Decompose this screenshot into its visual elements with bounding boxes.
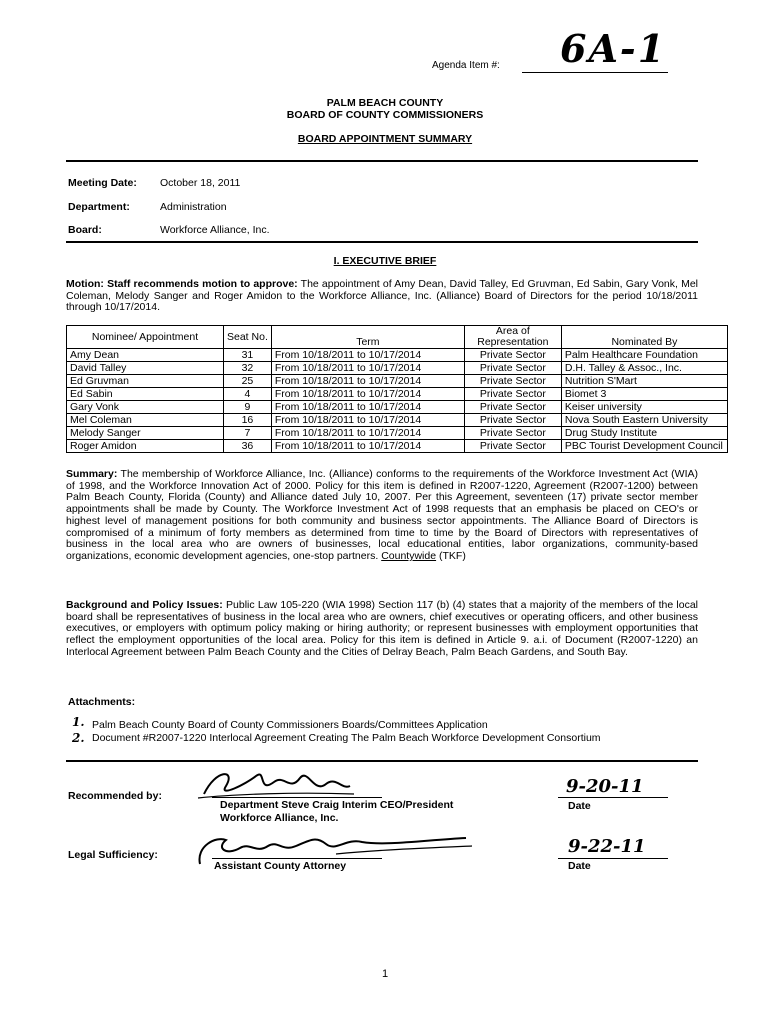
area-text: Private Sector <box>464 349 561 362</box>
nominee-name: Mel Coleman <box>67 414 224 427</box>
meeting-date-label: Meeting Date: <box>68 177 137 189</box>
attachment-2-number: 2. <box>72 731 85 745</box>
header-seat: Seat No. <box>224 326 272 349</box>
department-label: Department: <box>68 201 130 213</box>
nominee-name: David Talley <box>67 362 224 375</box>
area-text: Private Sector <box>464 401 561 414</box>
countywide-tag: Countywide <box>381 549 437 562</box>
table-row <box>67 401 728 414</box>
county-title: PALM BEACH COUNTY <box>326 97 444 109</box>
recommended-date-label: Date <box>568 800 591 812</box>
term-text: From 10/18/2011 to 10/17/2014 <box>271 388 464 401</box>
term-text: From 10/18/2011 to 10/17/2014 <box>271 401 464 414</box>
executive-brief-heading: I. EXECUTIVE BRIEF <box>333 255 437 267</box>
header-divider <box>66 160 698 162</box>
nominated-by-text: PBC Tourist Development Council <box>561 440 727 453</box>
table-row <box>67 388 728 401</box>
attachment-1-number: 1. <box>72 715 85 729</box>
header-area: Area of Representation <box>464 326 561 349</box>
attachment-2-text: Document #R2007-1220 Interlocal Agreement Creating The Palm Beach Workforce Development Consortium <box>92 732 601 744</box>
meta-divider <box>66 241 698 243</box>
term-text: From 10/18/2011 to 10/17/2014 <box>271 362 464 375</box>
seat-number: 25 <box>224 375 272 388</box>
table-row <box>67 362 728 375</box>
area-text: Private Sector <box>464 362 561 375</box>
term-text: From 10/18/2011 to 10/17/2014 <box>271 414 464 427</box>
summary-initials: (TKF) <box>439 549 466 562</box>
nominee-name: Gary Vonk <box>67 401 224 414</box>
recommended-title-2: Workforce Alliance, Inc. <box>220 812 339 824</box>
legal-date-label: Date <box>568 860 591 872</box>
attachments-divider <box>66 760 698 762</box>
table-row <box>67 375 728 388</box>
seat-number: 32 <box>224 362 272 375</box>
legal-title: Assistant County Attorney <box>214 860 347 872</box>
legal-sufficiency-label: Legal Sufficiency: <box>68 849 158 861</box>
agenda-item-number: 6A-1 <box>560 26 667 71</box>
seat-number: 36 <box>224 440 272 453</box>
motion-text: The appointment of Amy Dean, David Talley, Ed Gruvman, Ed Sabin, Gary Vonk, Mel Coleman, Melody Sanger and Roger Amidon to the Workforce Alliance, Inc. (Alliance) Board of Directors for the period 10/18/2011 through 10/17/2014. <box>66 278 699 314</box>
nominated-by-text: D.H. Talley & Assoc., Inc. <box>561 362 727 375</box>
term-text: From 10/18/2011 to 10/17/2014 <box>271 440 464 453</box>
area-text: Private Sector <box>464 427 561 440</box>
summary-paragraph <box>66 469 698 563</box>
nominee-name: Amy Dean <box>67 349 224 362</box>
header-nominated-by: Nominated By <box>561 326 727 349</box>
motion-paragraph <box>66 279 698 314</box>
recommended-signature <box>196 764 356 804</box>
term-text: From 10/18/2011 to 10/17/2014 <box>271 427 464 440</box>
nominated-by-text: Keiser university <box>561 401 727 414</box>
background-label: Background and Policy Issues: <box>66 599 223 611</box>
term-text: From 10/18/2011 to 10/17/2014 <box>271 375 464 388</box>
area-text: Private Sector <box>464 440 561 453</box>
table-row <box>67 349 728 362</box>
seat-number: 9 <box>224 401 272 414</box>
table-row <box>67 414 728 427</box>
agenda-item-label: Agenda Item #: <box>432 60 500 71</box>
nominated-by-text: Biomet 3 <box>561 388 727 401</box>
seat-number: 4 <box>224 388 272 401</box>
area-text: Private Sector <box>464 375 561 388</box>
nominated-by-text: Nutrition S'Mart <box>561 375 727 388</box>
board-label: Board: <box>68 224 102 236</box>
header-nominee: Nominee/ Appointment <box>67 326 224 349</box>
nominated-by-text: Palm Healthcare Foundation <box>561 349 727 362</box>
summary-label: Summary: <box>66 468 118 480</box>
seat-number: 7 <box>224 427 272 440</box>
table-row <box>67 440 728 453</box>
legal-signature-line <box>212 858 382 859</box>
recommended-date-value: 9-20-11 <box>566 776 644 797</box>
header-term: Term <box>271 326 464 349</box>
board-title: BOARD OF COUNTY COMMISSIONERS <box>286 109 484 121</box>
nominated-by-text: Nova South Eastern University <box>561 414 727 427</box>
background-text: Public Law 105-220 (WIA 1998) Section 117 (b) (4) states that a majority of the members of the local board shall be representatives of business in the local area who are owners, chief executives or operating officers, and other business executives, or employers with optimum policy making or hiring authority; or represent businesses with employment opportunities that reflect the employment opportunities of the local area. Policy for this item is defined in Article 9. a.i. of Document (R2007-1220) an Interlocal Agreement between Palm Beach County and the Cities of Delray Beach, Palm Beach Gardens, and South Bay. <box>66 599 699 658</box>
background-paragraph <box>66 600 698 659</box>
nominee-name: Roger Amidon <box>67 440 224 453</box>
table-header-row <box>67 326 728 349</box>
legal-date-line <box>558 858 668 859</box>
nominated-by-text: Drug Study Institute <box>561 427 727 440</box>
seat-number: 31 <box>224 349 272 362</box>
page-number: 1 <box>381 968 389 980</box>
attachment-1-text: Palm Beach County Board of County Commissioners Boards/Committees Application <box>92 719 488 731</box>
recommended-title-1: Department Steve Craig Interim CEO/President <box>220 799 454 811</box>
recommended-signature-line <box>212 797 382 798</box>
recommended-date-line <box>558 797 668 798</box>
summary-text: The membership of Workforce Alliance, Inc. (Alliance) conforms to the requirements of the Workforce Investment Act (WIA) of 1998, and the Workforce Innovation Act of 2000. Policy for this item is defined in R2007-1220, Agreement (R2007-1200) between Palm Beach County, Florida (County) and Alliance dated July 10, 2007. Per this Agreement, seventeen (17) private sector member appointments shall be made by County. The Workforce Investment Act of 1998 requests that an emphasis be placed on CEO's or highest level of management positions for both community and business sector appointments. The Alliance Board of Directors is compromised of a minimum of forty members as determined from time to time by the Board of Directors with representatives of business in the local area who are owners of businesses, local educational entities, labor organizations, community-based organizations, economic development agencies, one-stop partners. <box>66 468 699 562</box>
table-row <box>67 427 728 440</box>
attachments-label: Attachments: <box>68 696 136 708</box>
term-text: From 10/18/2011 to 10/17/2014 <box>271 349 464 362</box>
department-value: Administration <box>160 201 227 213</box>
nominee-name: Ed Gruvman <box>67 375 224 388</box>
area-text: Private Sector <box>464 388 561 401</box>
legal-date-value: 9-22-11 <box>568 836 646 857</box>
nominee-table <box>66 325 728 453</box>
summary-title: BOARD APPOINTMENT SUMMARY <box>297 133 473 145</box>
meeting-date-value: October 18, 2011 <box>160 177 241 189</box>
seat-number: 16 <box>224 414 272 427</box>
board-value: Workforce Alliance, Inc. <box>160 224 270 236</box>
nominee-name: Ed Sabin <box>67 388 224 401</box>
nominee-name: Melody Sanger <box>67 427 224 440</box>
recommended-by-label: Recommended by: <box>68 790 162 802</box>
motion-label: Motion: Staff recommends motion to approve: <box>66 278 298 290</box>
agenda-item-underline <box>522 72 668 73</box>
area-text: Private Sector <box>464 414 561 427</box>
